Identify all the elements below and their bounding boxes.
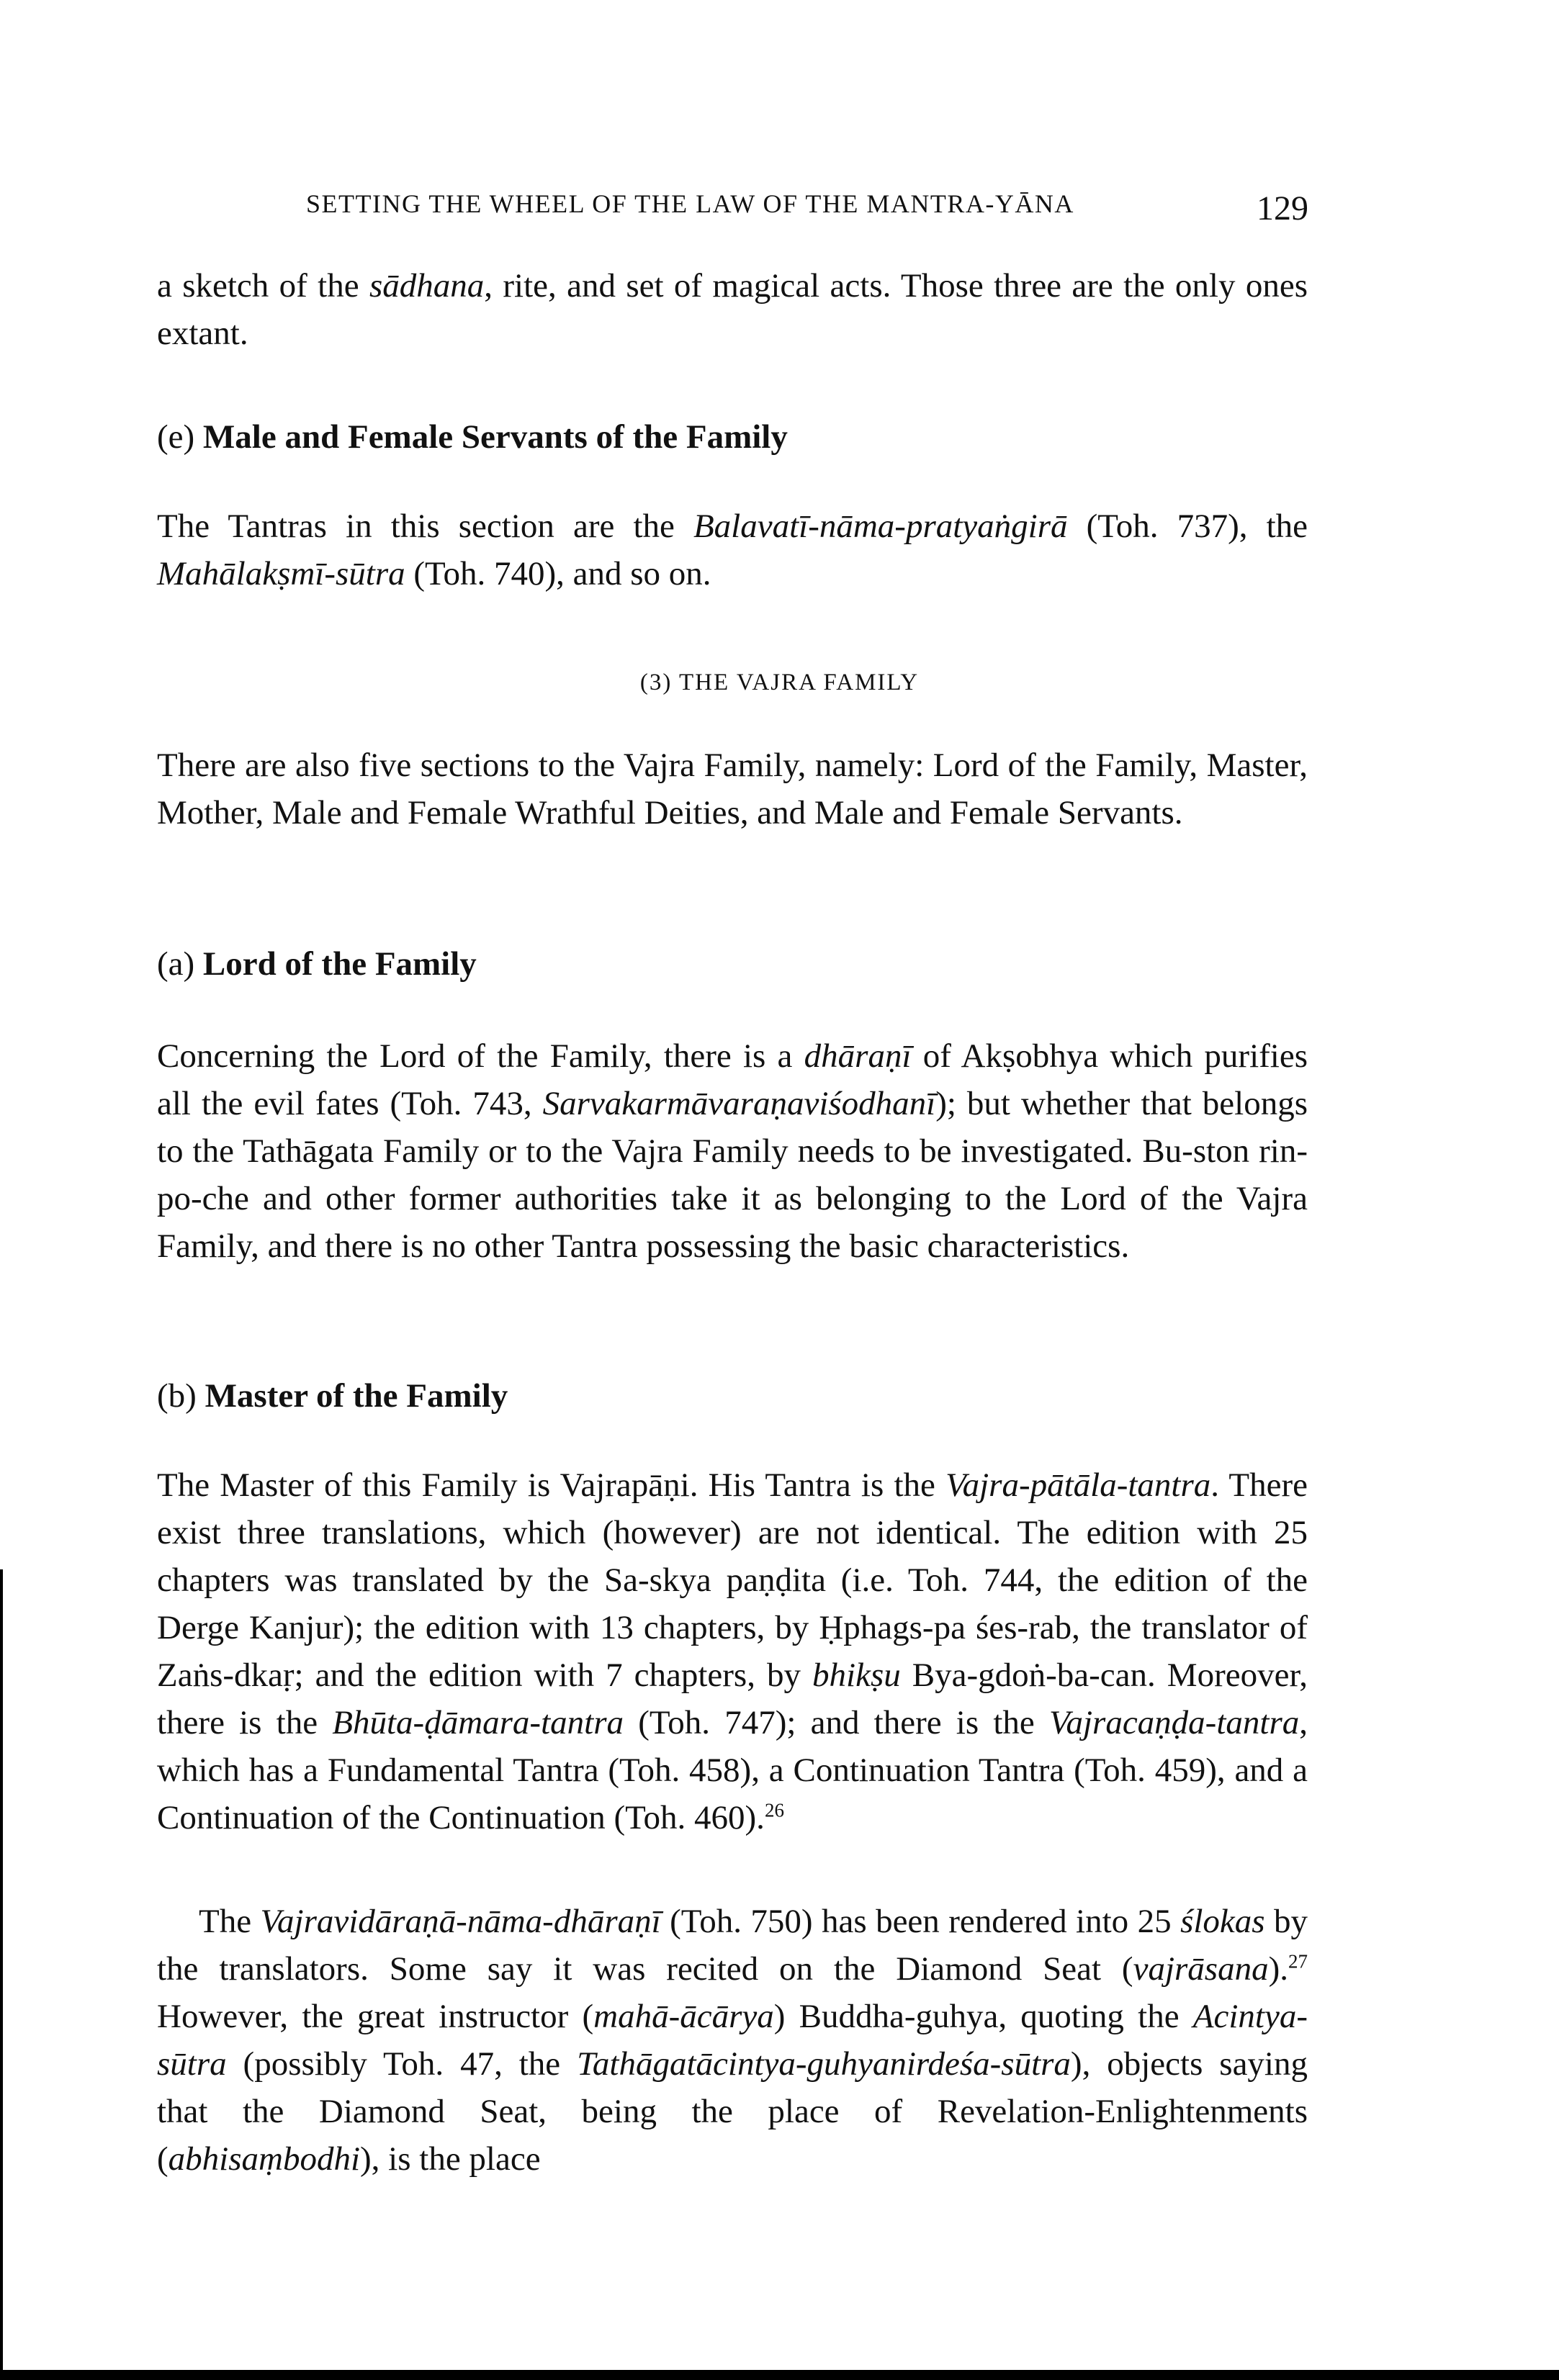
section-title: Lord of the Family — [202, 945, 477, 983]
italic-term: sādhana — [369, 267, 485, 305]
paragraph-5 — [157, 1461, 1308, 1842]
family-heading: (3) THE VAJRA FAMILY — [639, 670, 920, 695]
italic-term: Balavatī-nāma-pratyaṅgirā — [693, 508, 1068, 545]
paragraph-1 — [157, 262, 1308, 357]
scan-edge-bottom — [0, 2370, 1559, 2380]
italic-term: abhisaṃbodhi — [168, 2140, 361, 2178]
text-span: The Master of this Family is Vajrapāṇi. His Tantra is the — [157, 1466, 946, 1504]
section-title: Male and Female Servants of the Family — [202, 418, 788, 456]
italic-term: Vajravidāraṇā-nāma-dhāraṇī — [260, 1903, 661, 1940]
paragraph-2 — [157, 502, 1308, 598]
section-label: (b) — [157, 1377, 197, 1415]
text-span: The Tantras in this section are the — [157, 508, 693, 545]
text-span: , rite, and set of magical acts. Those three are the only ones extant. — [157, 267, 1308, 352]
italic-term: mahā-ācārya — [593, 1998, 774, 2035]
italic-term: ślokas — [1180, 1903, 1265, 1940]
text-span: , which has a Fundamental Tantra (Toh. 458), a Continuation Tantra (Toh. 459), and a Continuation of the Continuation (Toh. 460). — [157, 1704, 1308, 1836]
scan-edge-left — [0, 1569, 3, 2380]
footnote-marker: 26 — [764, 1799, 784, 1821]
text-span: ), is the place — [360, 2140, 541, 2178]
text-span: ), objects saying that the Diamond Seat, being the place of Revelation-Enlightenments ( — [157, 2045, 1308, 2178]
section-heading-a — [157, 945, 477, 983]
section-label: (a) — [157, 945, 195, 983]
section-title: Master of the Family — [205, 1377, 508, 1415]
italic-term: bhikṣu — [812, 1656, 901, 1694]
text-span: ) Buddha-guhya, quoting the — [773, 1998, 1193, 2035]
text-span: (Toh. 740), and so on. — [405, 555, 711, 592]
paragraph-6 — [157, 1898, 1308, 2183]
text-span: a sketch of the — [157, 267, 369, 305]
paragraph-3: There are also five sections to the Vajra Family, namely: Lord of the Family, Master, Mother, Male and Female Wrathful Deities, and Male and Female Servants. — [157, 747, 1308, 831]
italic-term: Vajracaṇḍa-tantra — [1048, 1704, 1300, 1741]
text-span: . There exist three translations, which (however) are not identical. The edition with 25 chapters was translated by the Sa-skya paṇḍita (i.e. Toh. 744, the edition of the Derge Kanjur); the edition with 13 chapters, by Ḥphags-pa śes-rab, the translator of Zaṅs-dkaṛ; and the edition with 7 chapters, by — [157, 1466, 1308, 1694]
text-span: Bya-gdoṅ-ba-can. Moreover, there is the — [157, 1656, 1308, 1741]
page-number: 129 — [1257, 189, 1308, 227]
text-span: ). — [1268, 1950, 1288, 1988]
text-span: The — [199, 1903, 261, 1940]
section-label: (e) — [157, 418, 195, 456]
running-head: SETTING THE WHEEL OF THE LAW OF THE MANTRA-YĀNA — [306, 189, 1074, 218]
italic-term: Tathāgatācintya-guhyanirdeśa-sūtra — [577, 2045, 1071, 2083]
italic-term: Vajra-pātāla-tantra — [945, 1466, 1211, 1504]
italic-term: Mahālakṣmī-sūtra — [157, 555, 405, 592]
paragraph-4 — [157, 1032, 1308, 1270]
text-span: (Toh. 747); and there is the — [624, 1704, 1049, 1741]
text-span: (Toh. 737), the — [1067, 508, 1308, 545]
italic-term: Bhūta-ḍāmara-tantra — [332, 1704, 624, 1741]
italic-term: vajrāsana — [1133, 1950, 1269, 1988]
italic-term: dhāraṇī — [804, 1037, 912, 1075]
text-span: by the translators. Some say it was recited on the Diamond Seat ( — [157, 1903, 1308, 1988]
italic-term: Acintya-sūtra — [157, 1998, 1308, 2083]
section-heading-e — [157, 418, 788, 456]
text-span: (Toh. 750) has been rendered into 25 — [660, 1903, 1181, 1940]
text-span: of Akṣobhya which purifies all the evil fates (Toh. 743, — [157, 1037, 1308, 1122]
footnote-marker: 27 — [1288, 1950, 1308, 1973]
text-span: (possibly Toh. 47, the — [226, 2045, 578, 2083]
text-span: However, the great instructor ( — [157, 1998, 594, 2035]
section-heading-b — [157, 1376, 508, 1415]
italic-term: Sarvakarmāvaraṇaviśodhanī — [542, 1085, 936, 1122]
text-span: ); but whether that belongs to the Tathāgata Family or to the Vajra Family needs to be investigated. Bu-ston rin-po-che and other former authorities take it as belonging to the Lord of the Vajra Family, and there is no other Tantra possessing the basic characteristics. — [157, 1085, 1308, 1265]
text-span: Concerning the Lord of the Family, there is a — [157, 1037, 804, 1075]
